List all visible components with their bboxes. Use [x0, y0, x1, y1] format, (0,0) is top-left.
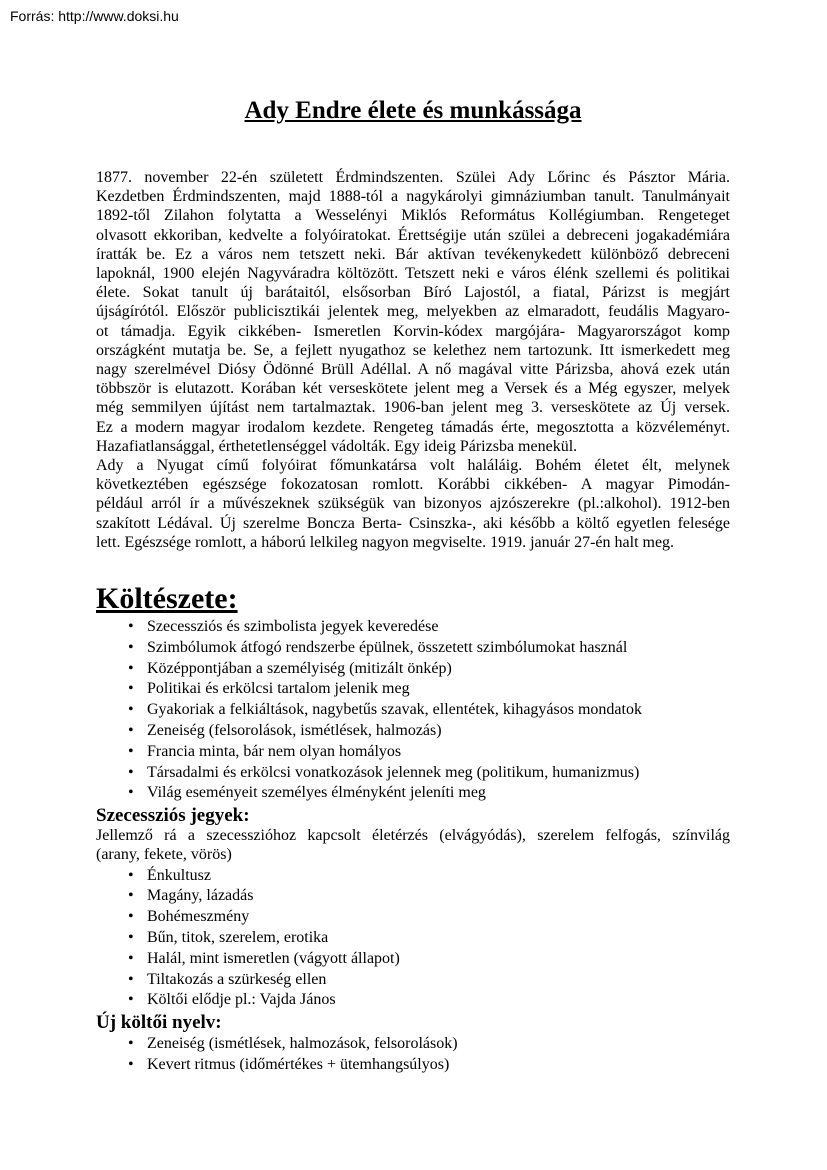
document-content	[96, 0, 730, 1076]
bullet-item: • Magány, lázadás	[96, 886, 730, 907]
text-line: (arany, fekete, vörös)	[96, 846, 232, 864]
bullet-item: • Halál, mint ismeretlen (vágyott állapot)	[96, 949, 730, 970]
text-line: Kezdetben Érdmindszenten, majd 1888-tól a nagykárolyi gimnáziumban tanult. Tanulmányait	[96, 188, 730, 206]
bullet-item: • Énkultusz	[96, 866, 730, 887]
text-line: 1877. november 22-én született Érdmindszenten. Szülei Ady Lőrinc és Pásztor Mária.	[96, 169, 730, 186]
bullet-item: • Tiltakozás a szürkeség ellen	[96, 970, 730, 991]
bullet-item: • Középpontjában a személyiség (mitizált önkép)	[96, 659, 730, 680]
bullet-item: • Bohémeszmény	[96, 907, 730, 928]
source-url: Forrás: http://www.doksi.hu	[10, 8, 179, 24]
text-line: olvasott ekkoriban, kedvelte a folyóiratokat. Érettségije után szülei a debreceni jogakadémiára	[96, 226, 730, 244]
bullet-item: • Zeneiség (felsorolások, ismétlések, halmozás)	[96, 721, 730, 742]
bullet-item: • Világ eseményeit személyes élményként jeleníti meg	[96, 783, 730, 804]
text-line: Jellemző rá a szecesszióhoz kapcsolt életérzés (elvágyódás), szerelem felfogás, színvilág	[96, 827, 730, 845]
text-line: nagy szerelmével Diósy Ödönné Brüll Adéllal. A nő magával vitte Párizsba, ahová ezek után	[96, 361, 730, 379]
secession-intro-paragraph	[96, 826, 730, 864]
bullet-item: • Kevert ritmus (időmértékes + ütemhangsúlyos)	[96, 1055, 730, 1076]
bullet-item: • Gyakoriak a felkiáltások, nagybetűs szavak, ellentétek, kihagyásos mondatok	[96, 700, 730, 721]
document-title: Ady Endre élete és munkássága	[244, 97, 582, 124]
text-line: lapoknál, 1900 elején Nagyváradra költözött. Tetszett neki e város élénk szellemi és politikai	[96, 265, 730, 283]
bullet-item: • Szimbólumok átfogó rendszerbe épülnek, összetett szimbólumokat használ	[96, 638, 730, 659]
text-line: 1892-től Zilahon folytatta a Wesselényi Miklós Református Kollégiumban. Rengeteget	[96, 207, 730, 225]
text-line: lett. Egészsége romlott, a háború lelkileg nagyon megviselte. 1919. január 27-én halt meg.	[96, 533, 675, 551]
new-language-section-heading: Új költői nyelv:	[96, 1012, 222, 1034]
text-line: szakított Lédával. Új szerelme Boncza Berta- Csinszka-, aki később a költő egyetlen felesége	[96, 514, 730, 532]
bullet-item: • Francia minta, bár nem olyan homályos	[96, 742, 730, 763]
new-language-features-list	[96, 1034, 730, 1076]
text-line: például arról ír a művészeknek szükségük van bizonyos ajzószerekre (pl.:alkohol). 1912-ben	[96, 495, 730, 513]
poetry-features-list	[96, 617, 730, 804]
secession-features-list	[96, 866, 730, 1012]
text-line: újságírótól. Először publicisztikái jelentek meg, melyekben az elmaradott, feudális Magyaro-	[96, 303, 730, 321]
text-line: országként mutatja be. Se, a fejlett nyugathoz se kelethez nem tartozunk. Itt ismerkedett meg	[96, 341, 730, 359]
bullet-item: • Bűn, titok, szerelem, erotika	[96, 928, 730, 949]
bullet-item: • Költői elődje pl.: Vajda János	[96, 990, 730, 1011]
text-line: következtében egészsége fokozatosan romlott. Korábbi cikkében- A magyar Pimodán-	[96, 476, 730, 494]
text-line: ot támadja. Egyik cikkében- Ismeretlen Korvin-kódex margójára- Magyarországot komp	[96, 322, 730, 340]
text-line: élete. Sokat tanult új barátaitól, elsősorban Bíró Lajostól, a fiatal, Párizst is megjárt	[96, 284, 730, 302]
biography-paragraph-1	[96, 168, 730, 456]
text-line: többször is elutazott. Korában két verseskötete jelent meg a Versek és a Még egyszer, melyek	[96, 380, 730, 398]
bullet-item: • Társadalmi és erkölcsi vonatkozások jelennek meg (politikum, humanizmus)	[96, 763, 730, 784]
bullet-item: • Politikai és erkölcsi tartalom jelenik meg	[96, 679, 730, 700]
text-line: Ady a Nyugat című folyóirat főmunkatársa volt haláláig. Bohém életet élt, melynek	[96, 457, 730, 475]
text-line: Hazafiatlansággal, érthetetlenséggel vádolták. Egy ideig Párizsba menekül.	[96, 437, 578, 455]
bullet-item: • Zeneiség (ismétlések, halmozások, felsorolások)	[96, 1034, 730, 1055]
text-line: még semmilyen újítást nem tartalmaztak. 1906-ban jelent meg 3. verseskötete az Új versek.	[96, 399, 730, 417]
secession-section-heading: Szecessziós jegyek:	[96, 805, 250, 827]
text-line: Ez a modern magyar irodalom kezdete. Rengeteg támadás érte, megosztotta a közvéleményt.	[96, 418, 730, 436]
text-line: íratták be. Ez a város nem tetszett neki. Bár aktívan tevékenykedett különböző debreceni	[96, 245, 730, 263]
poetry-section-heading: Költészete:	[96, 582, 238, 616]
biography-paragraph-2	[96, 456, 730, 552]
bullet-item: • Szecessziós és szimbolista jegyek keveredése	[96, 617, 730, 638]
